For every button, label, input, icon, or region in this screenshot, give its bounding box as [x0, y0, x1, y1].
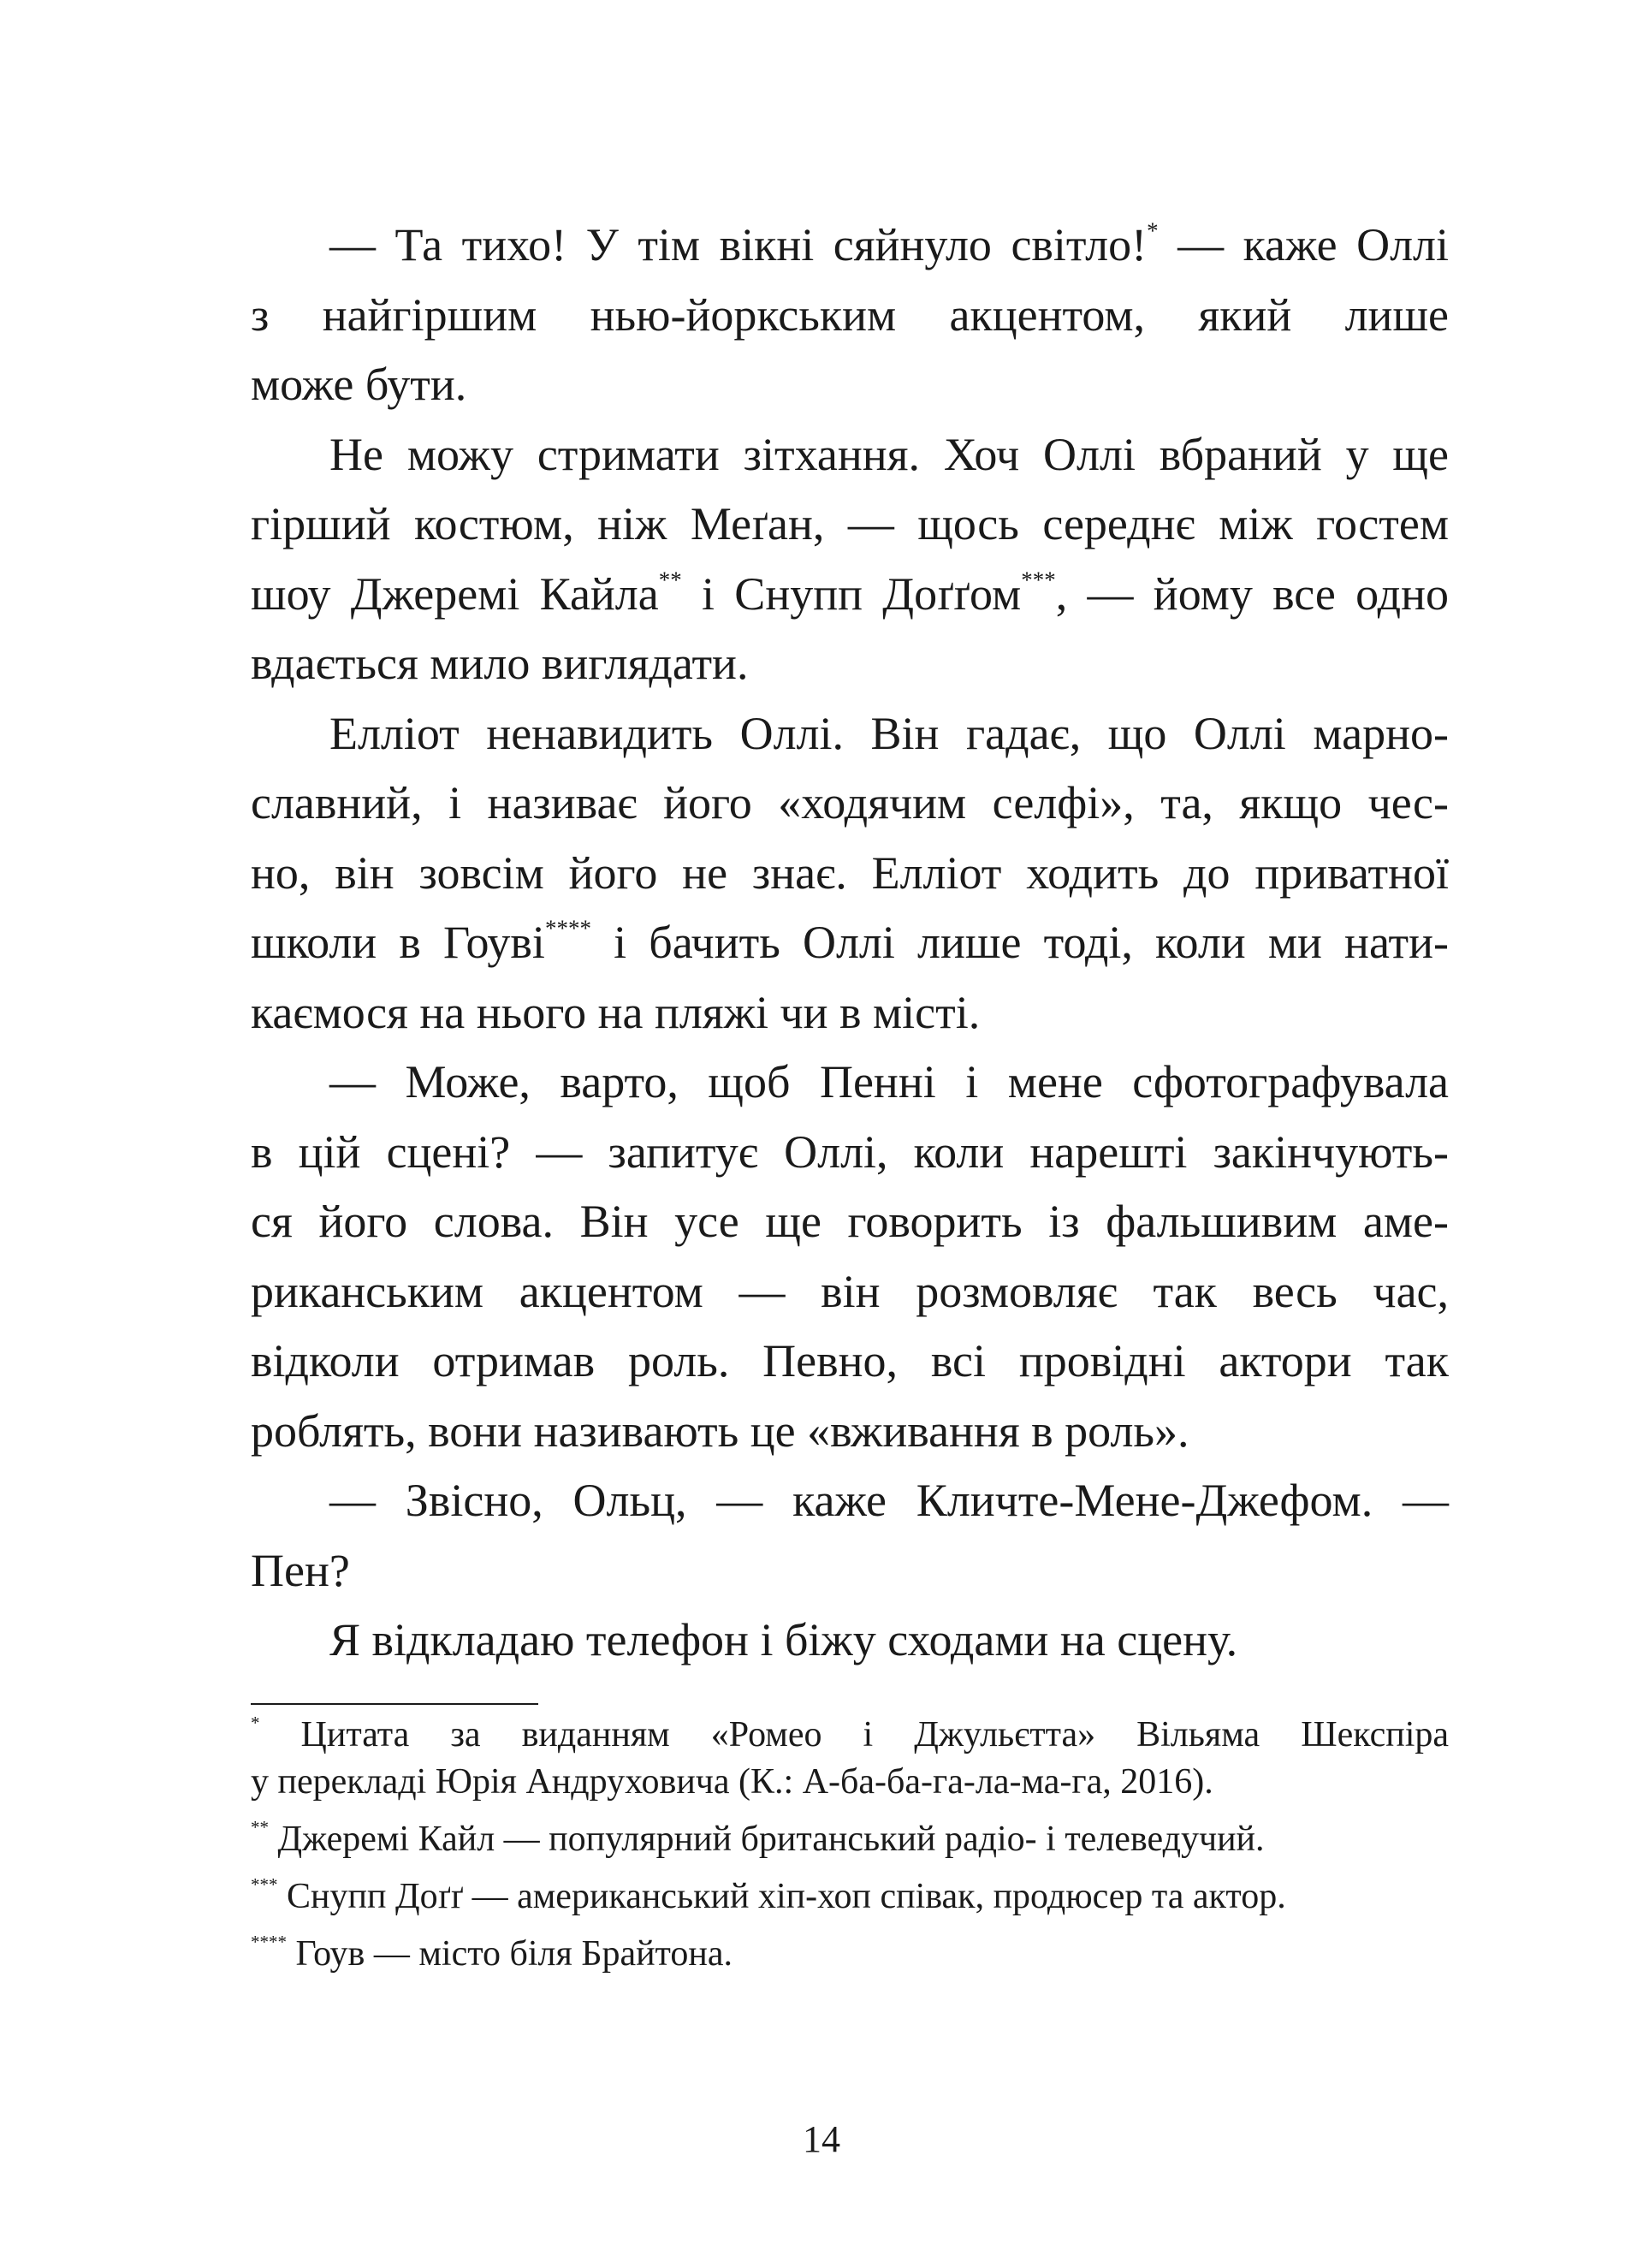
- text-line: гірший костюм, ніж Меґан, — щось середнє між гостем: [251, 498, 1449, 549]
- text-line: в цій сцені? — запитує Оллі, коли нарешті закінчують-: [251, 1125, 1449, 1178]
- footnote-mark: ****: [251, 1932, 287, 1953]
- text-line: відколи отримав роль. Певно, всі провідні актори так: [251, 1335, 1449, 1386]
- text-line: — Звісно, Ольц, — каже Кличте-Мене-Джефом. —: [329, 1475, 1449, 1526]
- text-line: риканським акцентом — він розмовляє так весь час,: [251, 1265, 1449, 1317]
- footnote: [251, 1816, 1449, 1863]
- footnote-ref: **: [658, 566, 682, 592]
- text-line: каємося на нього на пляжі чи в місті.: [251, 986, 981, 1038]
- footnotes: [251, 1712, 1449, 1988]
- footnote: [251, 1712, 1449, 1806]
- text-line: може бути.: [251, 359, 467, 410]
- footnote: [251, 1873, 1449, 1921]
- text-line: — Та тихо! У тім вікні сяйнуло світло!* — каже Оллі: [329, 217, 1449, 270]
- footnote-ref: ***: [1021, 566, 1056, 592]
- page-number: 14: [803, 2118, 840, 2160]
- footnote-mark: **: [251, 1817, 269, 1838]
- text-line: з найгіршим нью-йоркським акцентом, який лише: [251, 288, 1449, 341]
- text-line: славний, і називає його «ходячим селфі», та, якщо чес-: [251, 777, 1449, 828]
- footnote-ref: *: [1147, 217, 1159, 244]
- text-line: но, він зовсім його не знає. Елліот ходить до приватної: [251, 846, 1449, 899]
- footnote: [251, 1931, 1449, 1978]
- footnote-line: * Цитата за виданням «Ромео і Джульєтта» Вільяма Шекспіра: [251, 1713, 1450, 1754]
- text-line: — Може, варто, щоб Пенні і мене сфотографувала: [329, 1056, 1449, 1107]
- footnote-line: ** Джеремі Кайл — популярний британський радіо- і телеведучий.: [251, 1817, 1265, 1859]
- text-line: ся його слова. Він усе ще говорить із фальшивим аме-: [251, 1196, 1449, 1247]
- text-line: роблять, вони називають це «вживання в роль».: [251, 1404, 1189, 1457]
- text-line: школи в Гоуві**** і бачить Оллі лише тоді, коли ми нати-: [251, 915, 1449, 968]
- body-text: [251, 211, 1449, 1676]
- text-line: шоу Джеремі Кайла** і Снупп Доґґом***, — йому все одно: [251, 566, 1449, 620]
- text-line: Не можу стримати зітхання. Хоч Оллі вбраний у ще: [329, 428, 1449, 480]
- footnote-ref: ****: [544, 915, 591, 941]
- text-line: Я відкладаю телефон і біжу сходами на сцену.: [329, 1614, 1238, 1665]
- footnote-mark: *: [251, 1713, 260, 1734]
- text-line: Пен?: [251, 1544, 350, 1596]
- footnote-line: **** Гоув — місто біля Брайтона.: [251, 1932, 733, 1974]
- footnote-mark: ***: [251, 1874, 278, 1896]
- text-line: Елліот ненавидить Оллі. Він гадає, що Оллі марно-: [329, 707, 1449, 759]
- footnote-line: *** Снупп Доґґ — американський хіп-хоп співак, продюсер та актор.: [251, 1874, 1286, 1916]
- text-line: вдається мило виглядати.: [251, 638, 749, 689]
- footnote-line: у перекладі Юрія Андруховича (К.: А-ба-ба-га-ла-ма-га, 2016).: [251, 1762, 1213, 1802]
- footnote-divider: [251, 1703, 538, 1705]
